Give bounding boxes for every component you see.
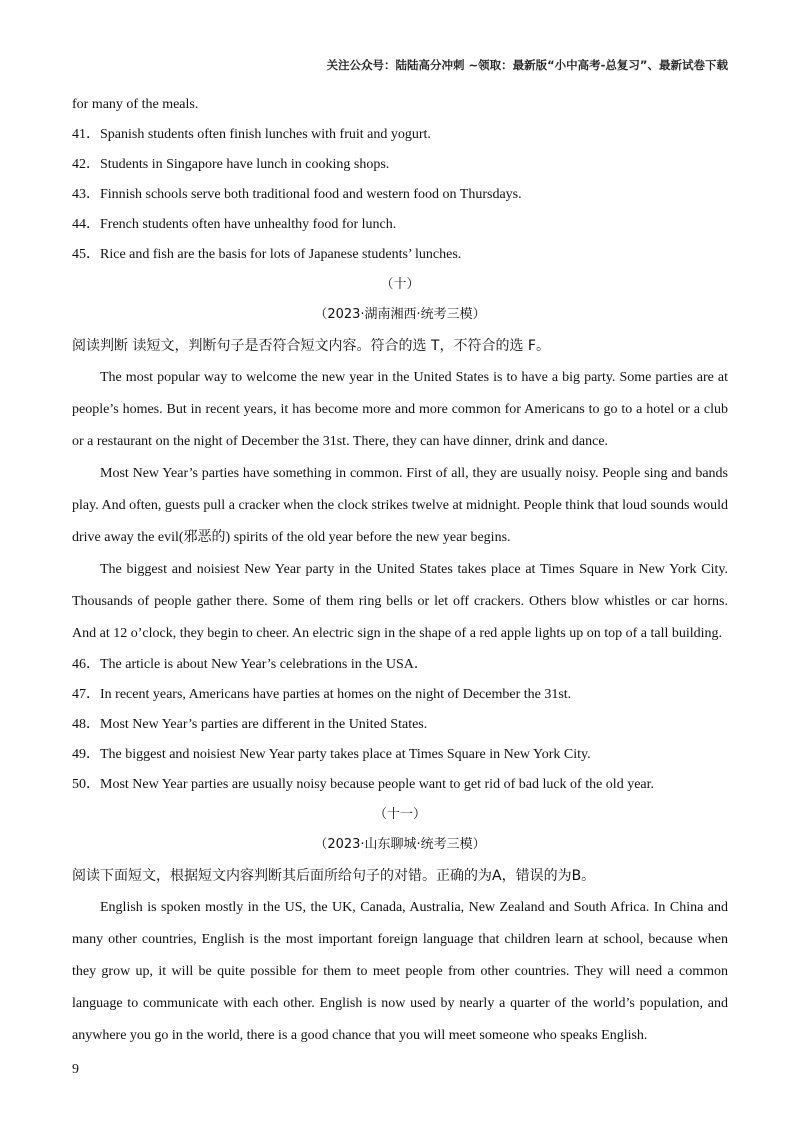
page-number: 9 — [72, 1062, 79, 1077]
question-50: 50．Most New Year parties are usually noisy because people want to get rid of bad luck of the old year. — [72, 777, 655, 792]
section-11-paragraph-1: English is spoken mostly in the US, the UK, Canada, Australia, New Zealand and South Africa. In China and many other countries, English is the most important foreign language that children learn at school, because when they grow up, it will be quite possible for them to meet people from other countries. They will need a common language to communicate with each other. English is now used by nearly a quarter of the world’s population, and anywhere you go in the world, there is a good chance that you will meet someone who speaks English. — [72, 900, 728, 1043]
question-46: 46．The article is about New Year’s celebrations in the USA． — [72, 657, 428, 672]
continuation-line: for many of the meals. — [72, 97, 199, 112]
question-49: 49．The biggest and noisiest New Year party takes place at Times Square in New York City. — [72, 747, 591, 762]
section-10-number: （十） — [380, 277, 420, 292]
question-45: 45．Rice and fish are the basis for lots of Japanese students’ lunches. — [72, 247, 462, 262]
question-48: 48．Most New Year’s parties are different in the United States. — [72, 717, 428, 732]
section-11-source: （2023·山东聊城·统考三模） — [314, 837, 486, 852]
section-10-paragraph-1: The most popular way to welcome the new year in the United States is to have a big party. Some parties are at people’s homes. But in recent years, it has become more and more common for Americans to go to a hotel or a club or a restaurant on the night of December the 31st. There, they can have dinner, drink and dance. — [72, 370, 728, 449]
page-header: 关注公众号：陆陆高分冲刺 ~领取：最新版“小中高考-总复习”、最新试卷下载 — [326, 58, 728, 72]
question-44: 44．French students often have unhealthy food for lunch. — [72, 217, 397, 232]
section-10-paragraph-3: The biggest and noisiest New Year party in the United States takes place at Times Square in New York City. Thousands of people gather there. Some of them ring bells or let off crackers. Others blow whistles or car horns. And at 12 o’clock, they begin to cheer. An electric sign in the shape of a red apple lights up on top of a tall building. — [72, 562, 728, 641]
section-10-paragraph-2: Most New Year’s parties have something in common. First of all, they are usually noisy. People sing and bands play. And often, guests pull a cracker when the clock strikes twelve at midnight. People think that loud sounds would drive away the evil(邪恶的) spirits of the old year before the new year begins. — [72, 466, 728, 545]
question-43: 43．Finnish schools serve both traditional food and western food on Thursdays. — [72, 187, 522, 202]
section-10-source: （2023·湖南湘西·统考三模） — [314, 307, 486, 322]
section-11-instruction: 阅读下面短文，根据短文内容判断其后面所给句子的对错。正确的为A，错误的为B。 — [72, 868, 596, 884]
section-10-instruction: 阅读判断 读短文，判断句子是否符合短文内容。符合的选 T，不符合的选 F。 — [72, 338, 550, 354]
question-42: 42．Students in Singapore have lunch in cooking shops. — [72, 157, 390, 172]
question-41: 41．Spanish students often finish lunches with fruit and yogurt. — [72, 127, 431, 142]
question-47: 47．In recent years, Americans have parties at homes on the night of December the 31st. — [72, 687, 572, 702]
section-11-number: （十一） — [373, 807, 426, 822]
document-body — [72, 90, 728, 1052]
